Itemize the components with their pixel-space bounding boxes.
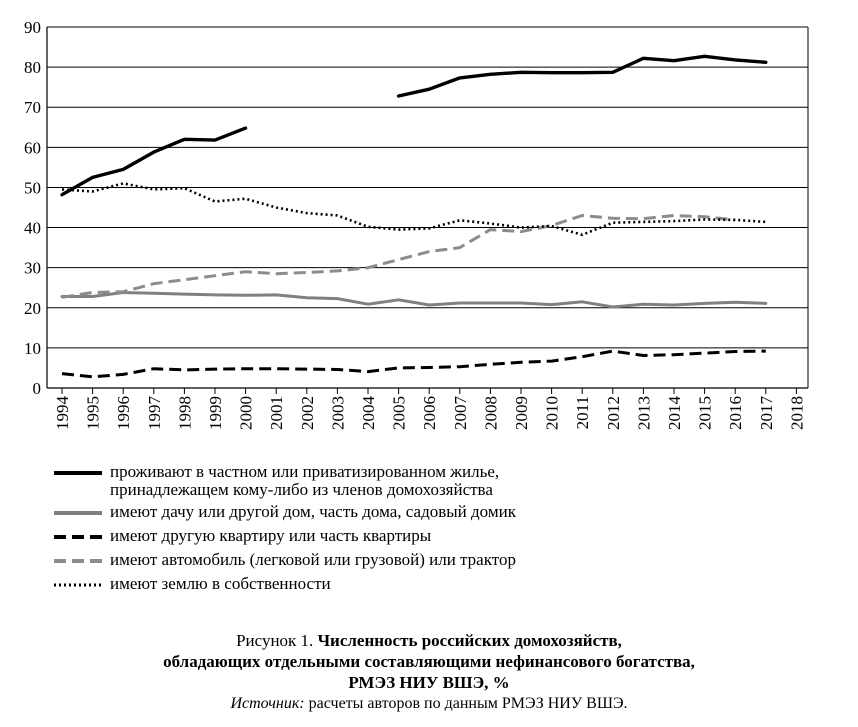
legend-item-land bbox=[52, 575, 812, 599]
y-tick-label: 10 bbox=[24, 338, 41, 358]
legend-item-private-housing bbox=[52, 463, 812, 503]
y-tick-label: 40 bbox=[24, 218, 41, 238]
caption-source bbox=[0, 693, 858, 714]
x-tick-label: 1999 bbox=[206, 396, 225, 430]
y-tick-label: 30 bbox=[24, 258, 41, 278]
legend-label: проживают в частном или приватизированном жилье, принадлежащем кому-либо из членов домохозяйства bbox=[110, 462, 500, 499]
caption-line-2 bbox=[0, 651, 858, 672]
legend-item-car bbox=[52, 551, 812, 575]
source-label: Источник: bbox=[230, 695, 305, 712]
x-tick-label: 1994 bbox=[53, 396, 72, 430]
legend-swatch-dotted-black bbox=[52, 575, 104, 595]
grid-lines bbox=[47, 27, 808, 348]
figure-caption bbox=[0, 630, 858, 714]
caption-title-1: Численность российских домохозяйств, bbox=[317, 631, 622, 650]
x-tick-label: 2018 bbox=[787, 396, 807, 430]
y-tick-label: 20 bbox=[24, 298, 41, 318]
series-line-1 bbox=[62, 293, 766, 308]
legend-label: имеют дачу или другой дом, часть дома, садовый домик bbox=[110, 502, 516, 521]
x-tick-label: 2010 bbox=[542, 396, 562, 430]
series-lines bbox=[62, 56, 766, 377]
x-tick-label: 1997 bbox=[144, 396, 164, 430]
legend-label: имеют другую квартиру или часть квартиры bbox=[110, 526, 432, 545]
y-tick-label: 80 bbox=[24, 58, 41, 78]
legend-label: имеют автомобиль (легковой или грузовой) или трактор bbox=[110, 550, 516, 569]
y-tick-label: 50 bbox=[24, 178, 41, 198]
legend-item-other-apartment bbox=[52, 527, 812, 551]
x-tick-label: 2012 bbox=[603, 396, 623, 430]
x-tick-label: 2004 bbox=[359, 396, 378, 430]
legend-swatch-solid-thick bbox=[52, 463, 104, 483]
x-tick-label: 2001 bbox=[267, 396, 287, 430]
x-tick-label: 2016 bbox=[726, 396, 746, 430]
caption-prefix: Рисунок 1. bbox=[236, 631, 318, 650]
x-tick-label: 2002 bbox=[297, 396, 317, 430]
y-tick-label: 0 bbox=[32, 379, 41, 398]
x-tick-label: 2006 bbox=[420, 396, 440, 430]
caption-line-3 bbox=[0, 672, 858, 693]
y-tick-label: 70 bbox=[24, 98, 41, 118]
y-tick-labels bbox=[24, 18, 41, 398]
x-tick-label: 2009 bbox=[512, 396, 531, 430]
legend-label: имеют землю в собственности bbox=[110, 574, 331, 593]
source-text: расчеты авторов по данным РМЭЗ НИУ ВШЭ. bbox=[304, 695, 628, 712]
x-tick-labels bbox=[53, 396, 806, 431]
x-tick-label: 2013 bbox=[634, 396, 654, 430]
x-tick-label: 1995 bbox=[83, 396, 103, 430]
legend-swatch-dashed-black bbox=[52, 527, 104, 547]
x-tick-label: 2005 bbox=[389, 396, 409, 430]
x-tick-label: 2011 bbox=[573, 396, 593, 430]
y-tick-label: 60 bbox=[24, 138, 41, 158]
x-tick-label: 2007 bbox=[450, 396, 470, 430]
caption-title-3: РМЭЗ НИУ ВШЭ, % bbox=[348, 673, 510, 692]
legend bbox=[52, 463, 812, 599]
caption-line-1 bbox=[0, 630, 858, 651]
legend-swatch-dashed-gray bbox=[52, 551, 104, 571]
x-tick-label: 2003 bbox=[328, 396, 348, 430]
legend-item-dacha bbox=[52, 503, 812, 527]
x-tick-label: 1998 bbox=[175, 396, 195, 430]
axes bbox=[47, 27, 808, 394]
series-line-0 bbox=[399, 56, 766, 96]
series-line-0 bbox=[62, 128, 246, 195]
x-tick-label: 2014 bbox=[665, 396, 684, 430]
x-tick-label: 1996 bbox=[114, 396, 134, 430]
x-tick-label: 2008 bbox=[481, 396, 501, 431]
caption-title-2: обладающих отдельными составляющими нефинансового богатства, bbox=[163, 652, 695, 671]
x-tick-label: 2017 bbox=[756, 396, 776, 430]
x-tick-label: 2000 bbox=[236, 396, 256, 430]
legend-swatch-solid-gray bbox=[52, 503, 104, 523]
y-tick-label: 90 bbox=[24, 18, 41, 37]
x-tick-label: 2015 bbox=[695, 396, 715, 430]
series-line-2 bbox=[62, 351, 766, 377]
